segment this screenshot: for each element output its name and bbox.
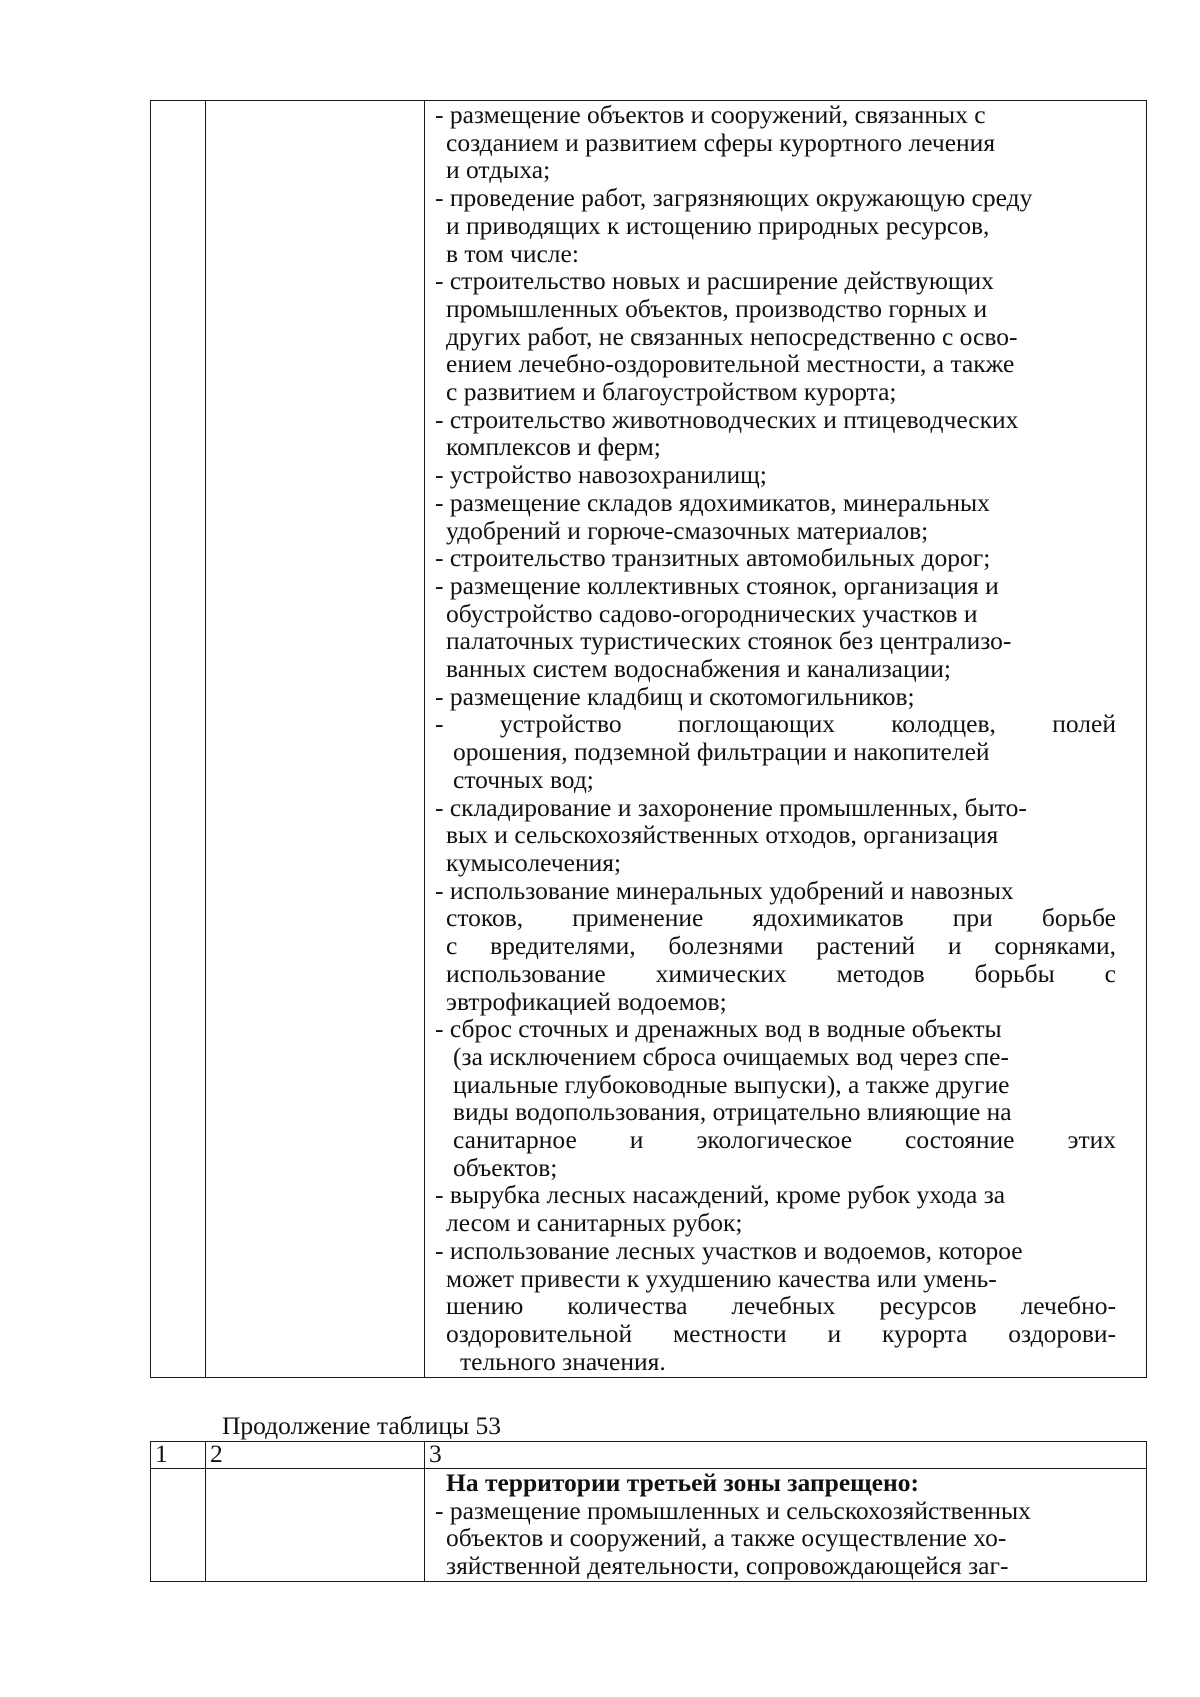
text-line: - устройство навозохранилищ; — [435, 460, 767, 490]
column-header-1: 1 — [151, 1442, 206, 1469]
text-line: - сброс сточных и дренажных вод в водные объекты — [435, 1014, 1002, 1044]
table-cell-number — [151, 1469, 206, 1582]
text-line: обустройство садово-огороднических участков и — [446, 598, 978, 628]
text-line: оздоровительной местности и курорта оздорови- — [446, 1318, 1116, 1348]
text-line: орошения, подземной фильтрации и накопителей — [453, 737, 990, 767]
column-header-3: 3 — [425, 1442, 1147, 1469]
text-line: циальные глубоководные выпуски), а также другие — [453, 1069, 1010, 1099]
text-line: зяйственной деятельности, сопровождающейся заг- — [446, 1551, 1009, 1581]
text-line: лесом и санитарных рубок; — [446, 1208, 743, 1238]
text-line: - строительство животноводческих и птицеводческих — [435, 404, 1019, 434]
table-caption: Продолжение таблицы 53 — [222, 1411, 502, 1440]
text-line: - складирование и захоронение промышленных, быто- — [435, 792, 1027, 822]
text-line: удобрений и горюче-смазочных материалов; — [446, 515, 929, 545]
text-line: и отдыха; — [446, 155, 551, 185]
table-header-row — [151, 1442, 1147, 1469]
restrictions-table — [150, 100, 1147, 1378]
text-line: может привести к ухудшению качества или умень- — [446, 1263, 997, 1293]
text-line: - строительство транзитных автомобильных дорог; — [435, 543, 991, 573]
text-line: - проведение работ, загрязняющих окружающую среду — [435, 183, 1033, 213]
text-line: тельного значения. — [460, 1346, 666, 1376]
text-line: объектов; — [453, 1152, 558, 1182]
text-line: - размещение промышленных и сельскохозяйственных — [435, 1495, 1031, 1525]
table-cell-number — [151, 101, 206, 1378]
table-cell-restrictions — [425, 101, 1147, 1378]
text-line: вых и сельскохозяйственных отходов, организация — [446, 820, 999, 850]
table-row — [151, 1469, 1147, 1582]
text-line: шению количества лечебных ресурсов лечебно- — [446, 1291, 1116, 1321]
column-header-2: 2 — [206, 1442, 425, 1469]
text-line: - размещение складов ядохимикатов, минеральных — [435, 487, 990, 517]
table-row — [151, 101, 1147, 1378]
text-line: промышленных объектов, производство горных и — [446, 293, 988, 323]
text-line: - размещение кладбищ и скотомогильников; — [435, 681, 915, 711]
table-cell-zone — [206, 1469, 425, 1582]
text-line: - устройство поглощающих колодцев, полей — [435, 709, 1116, 739]
text-line: в том числе: — [446, 238, 579, 268]
text-line: и приводящих к истощению природных ресурсов, — [446, 210, 990, 240]
text-line: - вырубка лесных насаждений, кроме рубок ухода за — [435, 1180, 1006, 1210]
text-line: - строительство новых и расширение действующих — [435, 266, 994, 296]
text-line: (за исключением сброса очищаемых вод через спе- — [453, 1041, 1009, 1071]
text-line: санитарное и экологическое состояние этих — [453, 1125, 1116, 1155]
text-line: комплексов и ферм; — [446, 432, 661, 462]
table-cell-restrictions — [425, 1469, 1147, 1582]
text-line: ением лечебно-оздоровительной местности, а также — [446, 349, 1015, 379]
text-line: с развитием и благоустройством курорта; — [446, 377, 897, 407]
continued-table — [150, 1441, 1147, 1582]
text-line: кумысолечения; — [446, 847, 622, 877]
text-line: палаточных туристических стоянок без централизо- — [446, 626, 1012, 656]
text-line: других работ, не связанных непосредственно с осво- — [446, 321, 1018, 351]
restrictions-list — [435, 101, 1116, 1375]
text-line: объектов и сооружений, а также осуществление хо- — [446, 1523, 1007, 1553]
text-line: стоков, применение ядохимикатов при борьбе — [446, 903, 1116, 933]
text-line: - размещение объектов и сооружений, связанных с — [435, 100, 986, 129]
text-line: эвтрофикацией водоемов; — [446, 986, 727, 1016]
zone-title: На территории третьей зоны запрещено: — [446, 1468, 919, 1497]
text-line: созданием и развитием сферы курортного лечения — [446, 127, 996, 157]
text-line: ванных систем водоснабжения и канализации; — [446, 654, 952, 684]
text-line: - размещение коллективных стоянок, организация и — [435, 570, 999, 600]
text-line: - использование лесных участков и водоемов, которое — [435, 1235, 1023, 1265]
text-line: сточных вод; — [453, 764, 594, 794]
restrictions-list — [435, 1497, 1116, 1580]
text-line: - использование минеральных удобрений и навозных — [435, 875, 1014, 905]
text-line: с вредителями, болезнями растений и сорняками, — [446, 931, 1116, 961]
text-line: использование химических методов борьбы с — [446, 958, 1116, 988]
table-cell-zone — [206, 101, 425, 1378]
text-line: виды водопользования, отрицательно влияющие на — [453, 1097, 1012, 1127]
